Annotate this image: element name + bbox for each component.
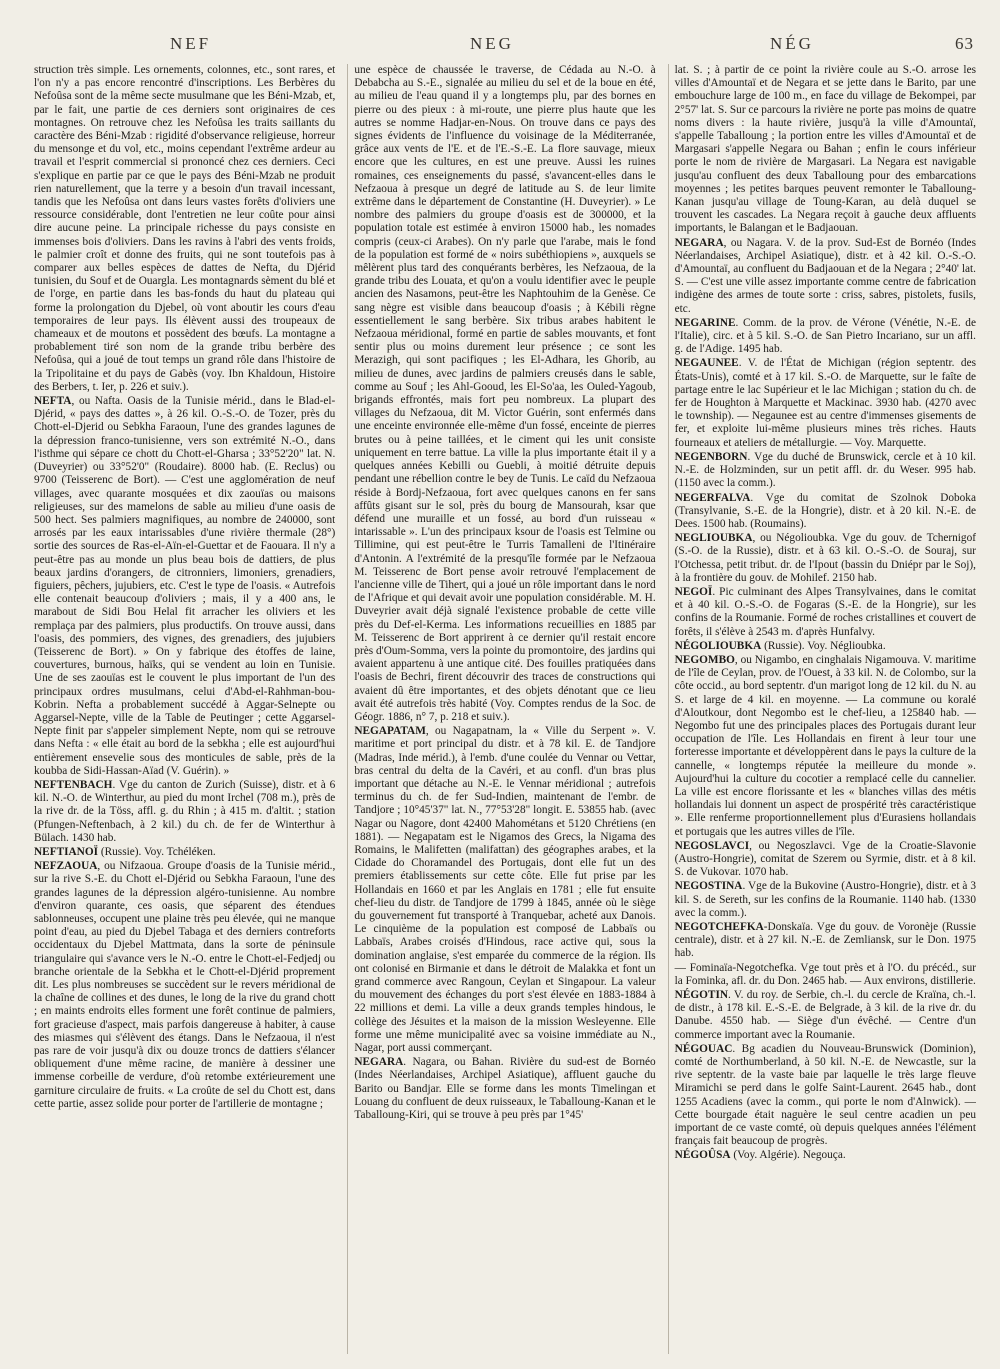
dictionary-entry bbox=[675, 317, 976, 357]
entry-text: — Fominaïa-Negotchefka. Vge tout près et à l'O. du précéd., sur la Fominka, afl. dr. du Don. 2465 hab. — Aux environs, distillerie. bbox=[674, 961, 976, 987]
entry-headword: NEGARINE bbox=[674, 316, 736, 329]
dictionary-entry bbox=[675, 451, 976, 491]
dictionary-entry bbox=[675, 880, 976, 920]
entry-headword: NEFTENBACH bbox=[34, 778, 113, 791]
entry-text: . Vge du duché de Brunswick, cercle et à 10 kil. N.-E. de Holzminden, sur un petit affl. dr. du Weser. 995 hab. (1150 avec la comm.). bbox=[674, 450, 976, 490]
dictionary-entry bbox=[675, 532, 976, 585]
dictionary-entry bbox=[354, 725, 655, 1055]
dictionary-entry bbox=[675, 921, 976, 961]
dictionary-entry bbox=[34, 860, 335, 1111]
dictionary-entry bbox=[675, 357, 976, 449]
entry-text: . Vge du comitat de Szolnok Doboka (Transylvanie, S.-E. de la Hongrie), distr. et à 20 kil. N.-E. de Dees. 1500 hab. (Roumains). bbox=[674, 491, 976, 530]
page-number: 63 bbox=[955, 34, 974, 53]
entry-headword: NEGENBORN bbox=[674, 450, 748, 463]
entry-headword: NEGOSLAVCI bbox=[674, 839, 750, 852]
entry-text: (Russie). Voy. Tchéléken. bbox=[98, 845, 216, 858]
entry-headword: NEFTIANOÏ bbox=[34, 845, 99, 858]
dictionary-entry bbox=[34, 779, 335, 845]
entry-text: . Nagara, ou Bahan. Rivière du sud-est de Bornéo (Indes Néerlandaises, Archipel Asiatique), affluent gauche du Barito ou Bandjar. Elle se forme dans les monts Timelingan et Louang du confluent de deux ruisseaux, le Taballoung-Kanan et le Taballoung-Kiri, qui se trouve à peu près par 1°45' bbox=[354, 1056, 656, 1122]
dictionary-entry bbox=[675, 237, 976, 316]
dictionary-entry bbox=[354, 1056, 655, 1122]
text-columns bbox=[34, 64, 976, 1354]
entry-text: , ou Nifzaoua. Groupe d'oasis de la Tunisie mérid., sur la rive S.-E. du Chott el-Djérid ou Sebkha Faraoun, l'une des grandes lagunes de la dépression algéro-tunisienne. Au nombre d'environ quarante, ces oasis, que séparent des étendues sablonneuses, occupent une plaine très peu élevée, qui ne manque point d'eau, au pied du Djebel Tabaga et des derniers contreforts occidentaux du Djebel Mattmata, dans la sorte de péninsule triangulaire qui s'avance vers le N.-O. entre le Chott-el-Fedjedj ou branche orientale de la Sebkha et le Chott-el-Djérid proprement dit. Les plus nombreuses se succèdent sur le revers méridional de la chaîne de collines et des dunes, le long de la rive du grand chott ; en maints endroits elles forment une forêt continue de palmiers, fort gracieuse d'aspect, mais parfois dangereuse à habiter, à cause des miasmes qui s'élèvent des étangs. Dans le Nefzaoua, il n'est pas rare de voir jusqu'à dix ou douze troncs de dattiers s'élancer obliquement d'une même racine, de manière à dessiner une immense corbeille de verdure, d'où retombe extérieurement une garniture circulaire de fruits. « La croûte de sel du Chott est, dans cette partie, assez solide pour porter de l'artillerie de montagne ; bbox=[34, 860, 336, 1110]
entry-text: , ou Nagapatnam, la « Ville du Serpent ». V. maritime et port principal du distr. et à 78 kil. E. de Tandjore (Madras, Inde mérid.), à l'emb. d'une coulée du Vennar ou Vettar, bras central du delta de la Cavéri, et au confl. d'un bras plus important que détache au N.-E. le Vennar méridional ; autrefois terminus du ch. de fer Sud-Indien, maintenant de l'embr. de Tandjore ; 10°45'37" lat. N., 77°53'28" longit. E. 53855 hab. (avec Nagar ou Nagore, dont 42400 Mahométans et 5120 Chrétiens (en 1881). — Negapatam est le Nigamos des Grecs, la Nigama des Romains, le Malifetten (malifattan) des géographes arabes, et la Cidade do Choramandel des Portugais, dont elle fut un des premiers établissements sur cette côte. Elle fut prise par les Hollandais en 1660 et par les Anglais en 1781 ; elle fut ensuite chef-lieu du distr. de Tandjore de 1799 à 1845, année où le siège du gouvernement fut transporté à Tranquebar, acheté aux Danois. Le cinquième de la population est composé de Labbaïs ou Labbaïs, Arabes croisés d'Hindous, race active qui, sous la domination anglaise, s'est emparée du commerce de la région. Ils ont colonisé en Birmanie et dans le détroit de Malakka et font un grand commerce avec Rangoun, Ceylan et Singapour. La valeur du mouvement des échanges du port s'est élevée en 1883-1884 à 22 millions et demi. La ville a deux grands temples hindous, le collège des Jésuites et la maison de la mission Wesleyenne. Elle forme une même municipalité avec sa voisine immédiate au N., Nagar, port aussi commerçant. bbox=[354, 725, 656, 1055]
dictionary-entry bbox=[675, 492, 976, 532]
dictionary-entry bbox=[34, 395, 335, 778]
entry-text: . Vge de la Bukovine (Austro-Hongrie), distr. et à 3 kil. S. de Sereth, sur les confins de la Roumanie. 1140 hab. (1330 avec la comm.). bbox=[674, 880, 976, 919]
column-3 bbox=[668, 64, 976, 1354]
entry-headword: NEGERFALVA bbox=[674, 491, 751, 504]
entry-headword: NEGOÏ bbox=[674, 585, 713, 598]
entry-headword: NÉGOTIN bbox=[674, 989, 729, 1002]
entry-headword: NÉGOLIOUBKA bbox=[674, 639, 762, 652]
column-1 bbox=[34, 64, 335, 1354]
entry-text: (Russie). Voy. Néglioubka. bbox=[761, 639, 886, 652]
dictionary-entry bbox=[675, 1149, 976, 1162]
entry-headword: NEGARA bbox=[354, 1056, 404, 1069]
entry-headword: NEGAUNEE bbox=[674, 357, 739, 370]
entry-text: (Voy. Algérie). Negouça. bbox=[730, 1149, 846, 1162]
entry-headword: NEGLIOUBKA bbox=[674, 532, 753, 545]
entry-headword: NEGAPATAM bbox=[354, 725, 426, 738]
header-left-guideword: NEF bbox=[170, 34, 212, 53]
entry-text: , ou Negoszlavci. Vge de la Croatie-Slavonie (Austro-Hongrie), comitat de Szerem ou Syrmie, distr. et à 8 kil. S. de Vukovar. 1070 hab. bbox=[674, 839, 976, 879]
entry-text: , ou Nigambo, en cinghalais Nigamouva. V. maritime de l'île de Ceylan, prov. de l'Ouest, à 33 kil. N. de Colombo, sur la côte occid., au bord septentr. d'un marigot long de 12 kil. du N. au S. et large de 4 kil. en moyenne. — La commune ou koralé d'Aloutkour, dont Negombo est le chef-lieu, a 125840 hab. — Negombo fut une des principales places des Portugais durant leur occupation de l'île. Les Hollandais en firent à leur tour une forteresse importante et développèrent dans le pays la culture de la cannelle, « longtemps réputée la meilleure du monde ». Aujourd'hui la culture du cocotier a remplacé celle du cannelier. La ville est encore florissante et les « blanches villas des métis hollandais lui donnent un aspect de prospérité très caractéristique ». Elle renferme proportionnellement plus d'Eurasiens hollandais et portugais que les autres villes de l'île. bbox=[674, 653, 976, 838]
dictionary-entry bbox=[675, 840, 976, 880]
running-head bbox=[0, 34, 1000, 56]
dictionary-entry bbox=[675, 654, 976, 839]
entry-text: , ou Nafta. Oasis de la Tunisie mérid., dans le Blad-el-Djérid, « pays des dattes », à 26 kil. O.-S.-O. de Tozer, près du Chott-el-Djerid ou Sebkha Faraoun, l'une des grandes lagunes de la dépression franco-tunisienne, vers son extrémité N.-O., dans l'isthme qui sépare ce chott du Chott-el-Gharsa ; 33°52'20" lat. N. (Duveyrier) ou 33°52'0" (Roudaire). 8000 hab. (E. Reclus) ou 9700 (Teisserenc de Bort). — C'est une agglomération de neuf villages, avec quarante mosquées et dix zaouïas ou maisons religieuses, sur des mamelons de sable au milieu d'une oasis de 500 hect. Ses palmiers magnifiques, au nombre de 240000, sont arrosés par les eaux intarissables d'une rivière thermale (28°) sortie des sources de Ras-el-Aïn-el-Guettar et de Faouara. Il n'y a peut-être pas au monde un plus beau bois de dattiers, de plus beaux jardins d'orangers, de citronniers, limoniers, grenadiers, figuiers, pêchers, jujubiers, etc. C'est le type de l'oasis. « Autrefois elle contenait beaucoup d'oliviers ; mais, il y a 400 ans, le marabout de Sidi Bou Helal fit arracher les oliviers et les remplaça par des palmiers, plus productifs. On trouve aussi, dans l'oasis, des pommiers, des vignes, des grenadiers, des jujubiers (Teisserenc de Bort). » On y fabrique des étoffes de laine, couvertures, burnous, haïks, qui se vendent au loin en Tunisie. Une de ses zaouïas est le couvent le plus important de l'un des principaux ordres musulmans, celui d'Abd-el-Rahhman-bou-Kobrin. Nefta a probablement succédé à Aggar-Selnepte ou Aggarsel-Nepte, ville de la Table de Peutinger ; cette Aggarsel-Nepte finit par s'appeler simplement Nepte, nom qui se retrouve dans Nefta : « elle était au bord de la sebkha ; elle est aujourd'hui entièrement ensevelie sous des monticules de sable, près de la koubba de Sidi-Hassan-Aïad (V. Guérin). » bbox=[34, 395, 336, 777]
entry-text: . Pic culminant des Alpes Transylvaines, dans le comitat et à 40 kil. O.-S.-O. de Fogaras (S.-E. de la Hongrie), sur les confins de la Roumanie. Formé de roches cristallines et couvert de forêts, il s'élève à 2543 m. d'après Hunfalvy. bbox=[674, 585, 976, 638]
entry-text: struction très simple. Les ornements, colonnes, etc., sont rares, et l'on n'y a pas encore rencontré d'inscriptions. Les Berbères du Nefoûsa sont de la même secte musulmane que les Béni-Mzab, et, par le fait, une partie de ces derniers sont originaires de ces montagnes. On retrouve chez les Nefoûsa les traits saillants du caractère des Béni-Mzab : rigidité d'observance religieuse, horreur du mensonge et du vol, etc., moins cependant l'extrême ardeur au travail et l'esprit commercial si prononcé chez ces derniers. Ceci s'explique en partie par ce que le pays des Béni-Mzab ne produit rien naturellement, que la terre y a besoin d'un travail incessant, tandis que les Nefoûsa ont dans leurs vastes forêts d'oliviers une ressource considérable, dont l'entretien ne leur coûte pour ainsi dire aucune peine. La principale richesse du pays consiste en immenses bois d'oliviers. Dans les ravins à l'abri des vents froids, le palmier croît et donne des fruits, qui ne sont toutefois pas à comparer aux belles espèces de dattes de Nefta, du Djérid tunisien, du Souf et de Ouargla. Les montagnards sèment du blé et de l'orge, en partie dans les bas-fonds du haut du plateau qui forme la prolongation du Djebel, où vont aboutir les cours d'eau temporaires de leur pays. Ils élèvent aussi des troupeaux de chameaux et de moutons et possèdent des bœufs. La montagne a probablement tiré son nom de la grande tribu berbère des Nefoûsa, qui a joué de tout temps un grand rôle dans l'histoire de la Tripolitaine et du pays de Gabès (voy. Ibn Khaldoun, Histoire des Berbers, t. Ier, p. 226 et suiv.). bbox=[34, 64, 336, 393]
column-2 bbox=[347, 64, 655, 1354]
entry-headword: NEFZAOUA bbox=[34, 860, 98, 873]
entry-headword: NEFTA bbox=[34, 395, 72, 408]
header-right-guideword: NÉG bbox=[770, 34, 814, 53]
entry-text: , ou Nagara. V. de la prov. Sud-Est de Bornéo (Indes Néerlandaises, Archipel Asiatique), distr. et à 42 kil. O.-S.-O. d'Amountaï, au confluent du Badjaouan et de la Negara ; 2°40' lat. S. — C'est une ville assez importante comme centre de fabrication indigène des armes de toute sorte : criss, sabres, pistolets, fusils, etc. bbox=[674, 236, 976, 315]
entry-text: . Vge du canton de Zurich (Suisse), distr. et à 6 kil. N.-O. de Winterthur, au pied du mont Irchel (708 m.), près de la rive dr. de la Töss, affl. g. du Rhin ; à 415 m. d'altit. ; station (Pfungen-Neftenbach, à 2 kil.) du ch. de fer de Winterthur à Bülach. 1430 hab. bbox=[34, 778, 336, 844]
dictionary-entry bbox=[675, 640, 976, 653]
dictionary-entry bbox=[675, 1043, 976, 1149]
entry-headword: NEGARA bbox=[674, 236, 724, 249]
entry-text: . Comm. de la prov. de Vérone (Vénétie, N.-E. de l'Italie), circ. et à 5 kil. S.-O. de San Pietro Incariano, sur un affl. g. de l'Adige. 1495 hab. bbox=[674, 316, 976, 356]
dictionary-entry bbox=[354, 64, 655, 724]
entry-headword: NÉGOÛSA bbox=[674, 1149, 731, 1162]
dictionary-entry bbox=[34, 64, 335, 394]
dictionary-entry bbox=[675, 64, 976, 236]
dictionary-entry bbox=[675, 962, 976, 988]
entry-text: , ou Négolioubka. Vge du gouv. de Tchernigof (S.-O. de la Russie), distr. et à 63 kil. O.-S.-O. de Souraj, sur l'Otchessa, petit tribut. dr. de l'Ipout (bassin du Dniépr par le Soj), à la frontière du gouv. de Mohilef. 2150 hab. bbox=[674, 532, 976, 584]
entry-text: . V. de l'État de Michigan (région septentr. des États-Unis), comté et à 17 kil. S.-O. de Marquette, sur le faîte de partage entre le lac Supérieur et le lac Michigan ; station du ch. de fer de Houghton à Marquette et Mackinac. 3930 hab. (4270 avec le township). — Negaunee est au centre d'immenses gisements de fer, et exploite lui-même plusieurs mines très riches. Hauts fourneaux et ateliers de métallurgie. — Voy. Marquette. bbox=[674, 357, 976, 449]
entry-headword: NEGOMBO bbox=[674, 653, 735, 666]
dictionary-entry bbox=[34, 846, 335, 859]
entry-text: . Bg acadien du Nouveau-Brunswick (Dominion), comté de Northumberland, à 50 kil. N.-E. de Newcastle, sur la rive septentr. de la vaste baie par laquelle le très large fleuve Miramichi se perd dans le golfe Saint-Laurent. 2645 hab., dont 1255 Acadiens (avec la comm., qui porte le nom d'Alnwick). — Cette bourgade était naguère le seul centre acadien un peu important de ce vaste comté, où depuis quelques années l'élément français fait beaucoup de progrès. bbox=[674, 1042, 976, 1148]
header-center-guideword: NEG bbox=[470, 34, 514, 53]
entry-headword: NEGOTCHEFKA bbox=[674, 921, 764, 933]
entry-text: une espèce de chaussée le traverse, de Cédada au N.-O. à Debabcha au S.-E., signalée au milieu du sel et de la boue en été, au milieu de l'eau quand il y a longtemps plu, par des bornes en pierre ou des pieux : à mi-route, une pierre plus haute que les autres se nomme Hadjar-en-Nous. On trouve dans ce pays des signes évidents de l'influence du voisinage de la Méditerranée, grâce aux vents de l'E. et de l'E.-S.-E. La flore sauvage, mieux encore que les cultures, en est une preuve. Aussi les ruines romaines, ces enseignements du passé, s'avancent-elles dans le Nefzaoua à presque un degré de latitude au S. de leur limite extrême dans le département de Constantine (H. Duveyrier). » Le nombre des palmiers du groupe d'oasis est de 300000, et la population totale est estimée à environ 15000 hab., les nomades compris (ceux-ci Arabes). On n'y parle que l'arabe, mais le fond de la population est formé de « noirs subéthiopiens », auxquels se mêlèrent plus tard des conquérants berbères, les Nefzaoua, de la grande tribu des Louata, et qu'on a voulu identifier avec le peuple ancien des Nasamons, peut-être les Naphtouhim de la Genèse. Ce sang nègre est visible dans beaucoup d'oasis ; à Kébili règne essentiellement le sang berbère. Six tribus arabes habitent le Nefzaoua méridional, formé en partie de sables mouvants, et font sentir plus ou moins durement leur présence ; ce sont les Merazigh, qui sont pacifiques ; les El-Adhara, les Ghorib, au milieu de dunes, avec jardins de palmiers creusés dans le sable, comme au Souf ; les Ahl-Gooud, les El-So'aa, les Ouled-Yagoub, brigands effrontés, mais fort peu nombreux. La plupart des villages du Nefzaoua, dit M. Victor Guérin, sont enfermés dans une enceinte environnée elle-même d'un fossé, enceinte de pierres brutes ou à peine taillées, et le ciment qui les unit consiste uniquement en terre battue. La ville la plus importante était il y a quelques années Kebilli ou Guebli, à moitié détruite depuis pendant une rébellion contre le bey de Tunis. Le caïd du Nefzaoua réside à Bordj-Nefzaoua, fort avec quelques canons en fer sans affûts gisant sur le sol, près du bourg de Mansourah, ksar que défend une muraille et un fossé, au bord d'un ruisseau « intarissable ». L'un des principaux ksour de l'oasis est Telmine ou Tillimine, qui est peut-être le Turris Tamalleni de l'Itinéraire d'Antonin. A l'extrémité de la presqu'île formée par le Nefzaoua M. Teisserenc de Bort pense avoir retrouvé l'emplacement de l'ancienne ville de Tihert, qui a joué un rôle important dans le nord de l'Afrique et qui devait avoir une population considérable. M. H. Duveyrier avait déjà signalé l'existence probable de cette ville près du Def-el-Kerma. Les informations recueillies en 1885 par M. Teisserenc de Bort apprirent à ce dernier qu'il restait encore près d'Oum-Somma, vers la pointe du promontoire, des jardins qui avaient appartenu à une antique cité. Des fouilles pratiquées dans l'oasis de Bechri, firent découvrir des traces de constructions qui avaient dû être importantes, et des objets dénotant que ce lieu avait été autrefois très habité (Voy. Comptes rendus de la Soc. de Géogr. 1886, n° 7, p. 218 et suiv.). bbox=[354, 64, 656, 723]
entry-text: lat. S. ; à partir de ce point la rivière coule au S.-O. arrose les villes d'Amountaï et de Negara et se jette dans le Barito, par une embouchure large de 100 m., en face du village de Bekompei, par 2°57' lat. S. Sur ce parcours la rivière ne porte pas moins de quatre noms divers : la haute rivière, jusqu'à la ville d'Amountaï, s'appelle Taballoung ; la portion entre les villes d'Amountaï et de Margasari s'appelle Negara ou Bahan ; enfin le cours inférieur porte le nom de rivière de Margasari. La Negara est navigable jusqu'au confluent des deux Taballoung pour des embarcations moyennes ; les petites barques peuvent remonter le Taballoung-Kanan jusqu'au village de Toung-Karan, au delà duquel se trouvent les cascades. La Negara reçoit à gauche deux affluents importants, le Balangan et le Badjaouan. bbox=[674, 64, 976, 235]
dictionary-entry bbox=[675, 989, 976, 1042]
dictionary-entry bbox=[675, 586, 976, 639]
entry-headword: NÉGOUAC bbox=[674, 1042, 733, 1055]
entry-headword: NEGOSTINA bbox=[674, 880, 743, 893]
entry-text: . V. du roy. de Serbie, ch.-l. du cercle de Kraïna, ch.-l. de distr., à 178 kil. E.-S.-E. de Belgrade, à 3 kil. de la rive dr. du Danube. 4550 hab. — Siège d'un évêché. — Centre d'un commerce important avec la Roumanie. bbox=[674, 989, 976, 1041]
entry-text: -Donskaïa. Vge du gouv. de Voronèje (Russie centrale), distr. et à 27 kil. N.-E. de Zemliansk, sur le Don. 1975 hab. bbox=[674, 921, 976, 960]
